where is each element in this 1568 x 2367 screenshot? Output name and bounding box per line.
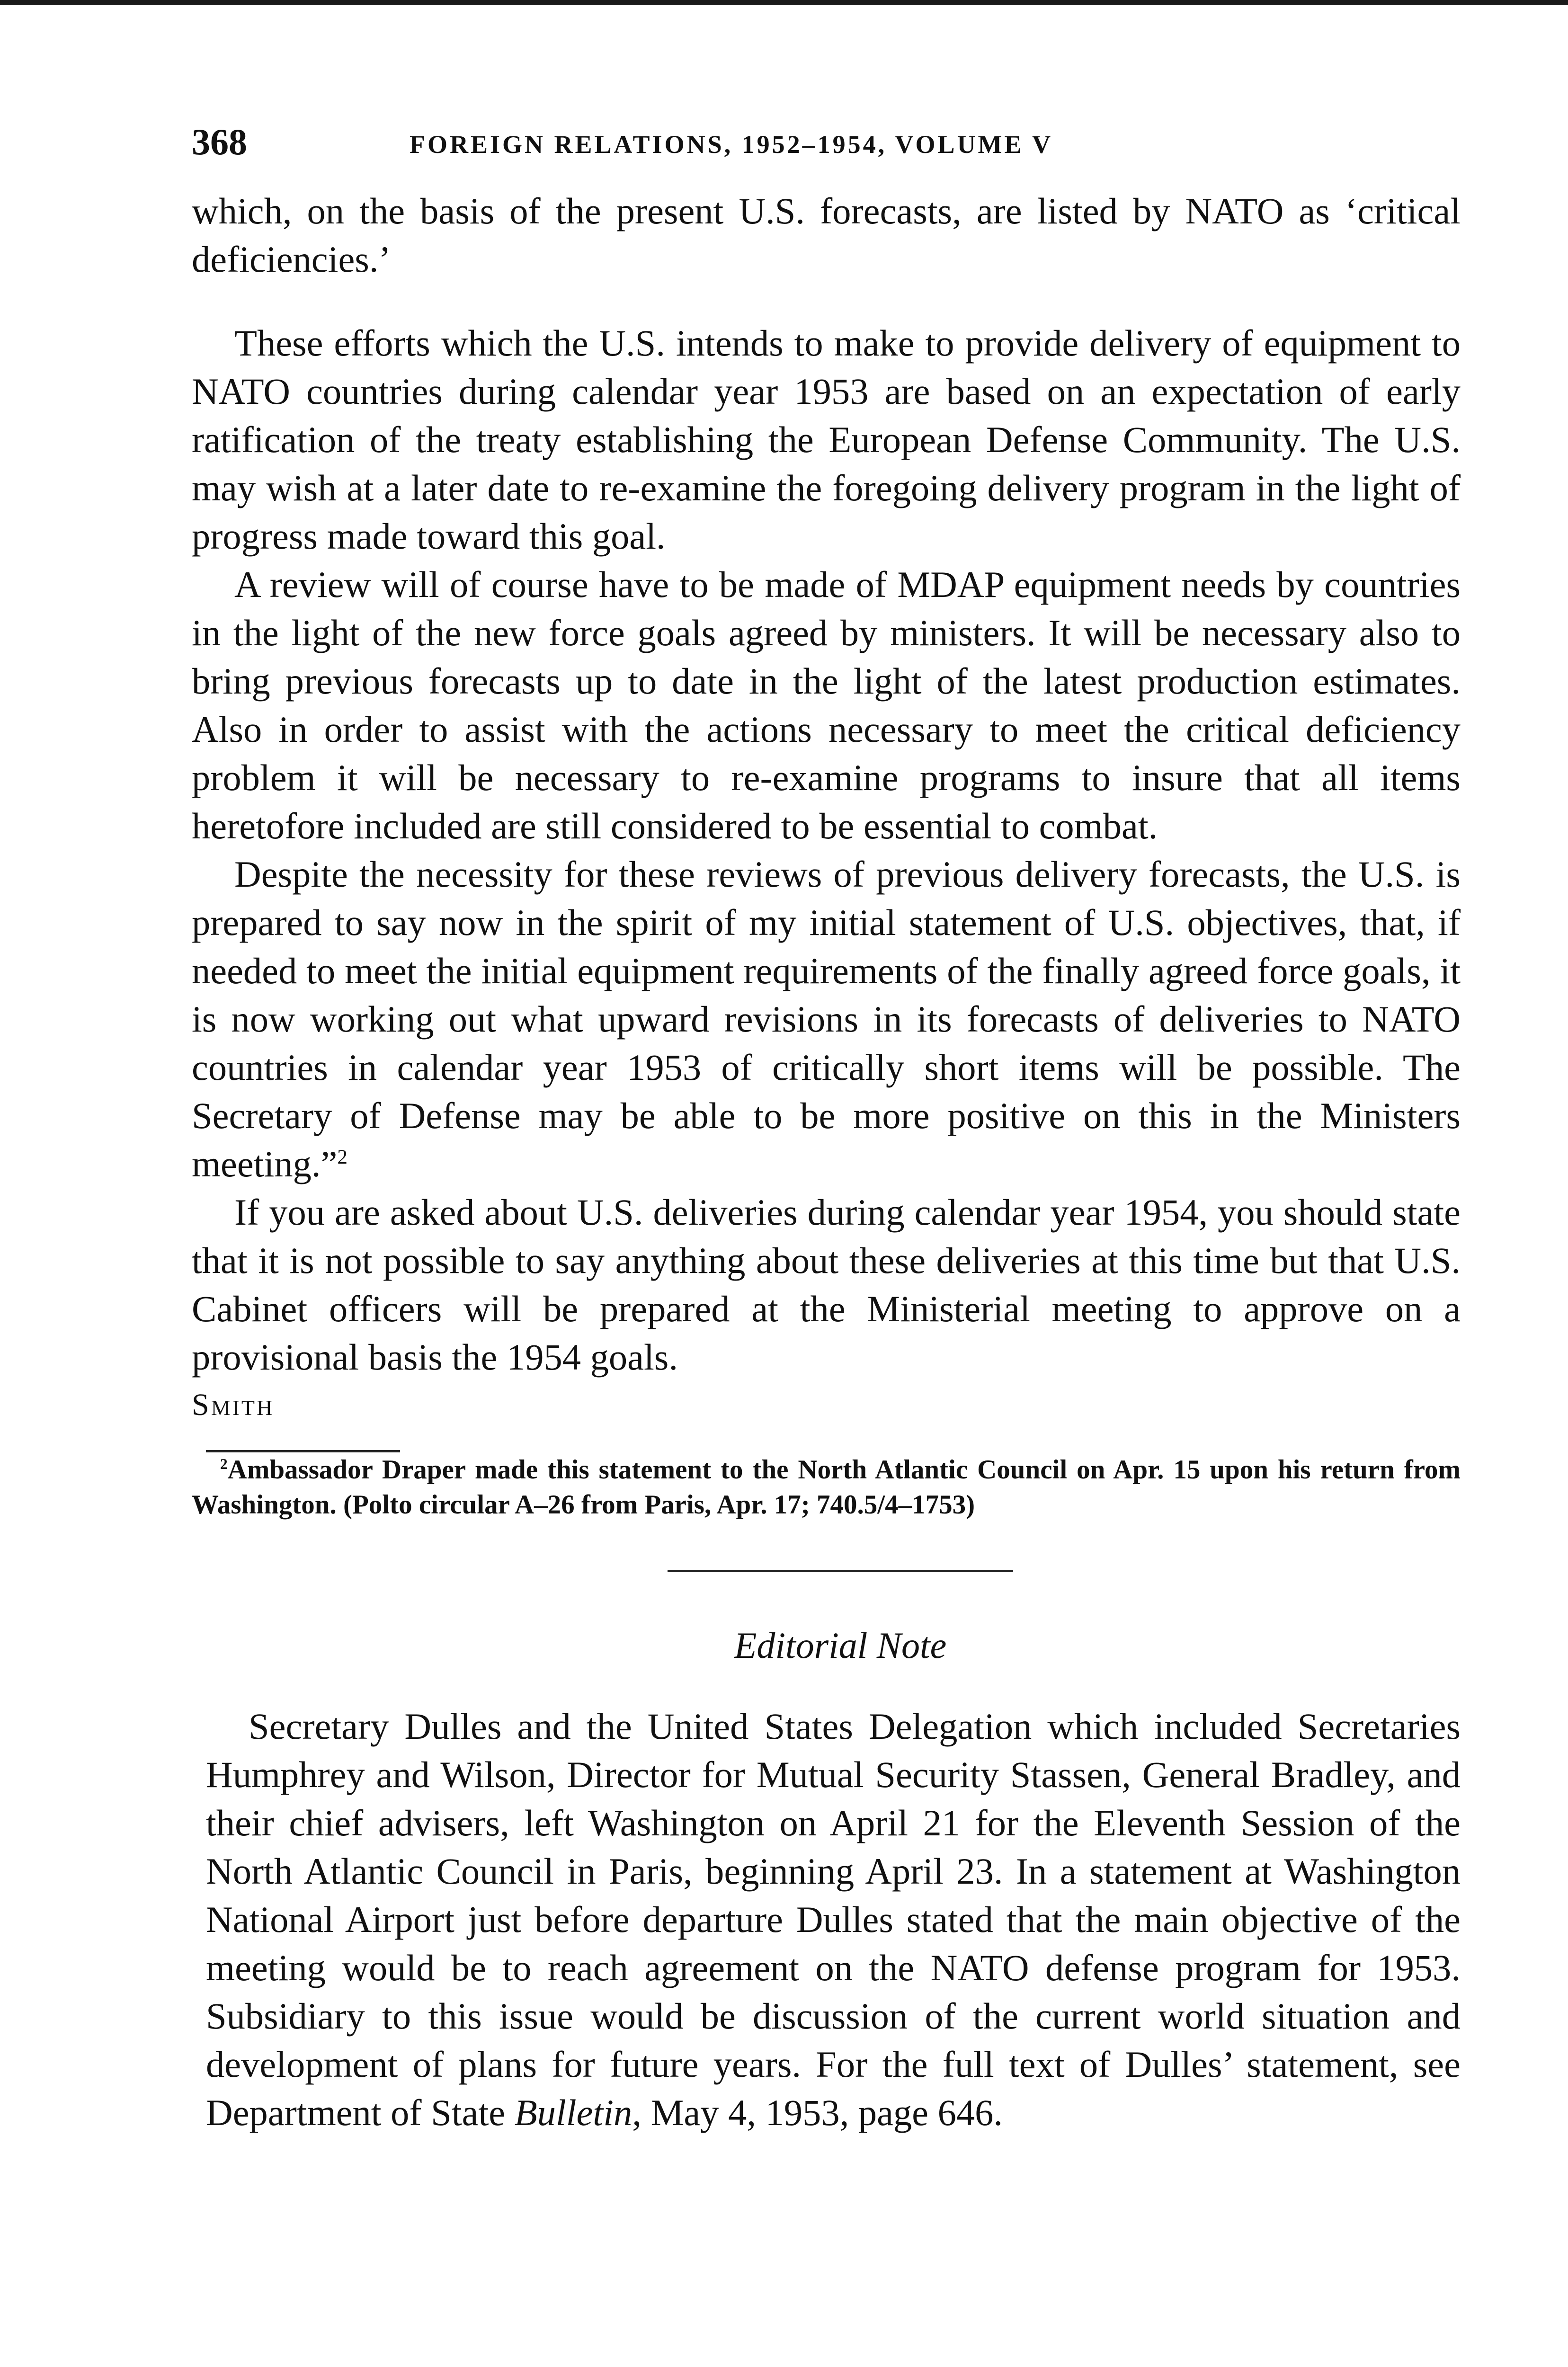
section-divider <box>668 1570 1013 1572</box>
paragraph-efforts: These efforts which the U.S. intends to make to provide delivery of equipment to NATO countries during calendar year 1953 are based on an expectation of early ratification of the treaty establishing the European Defense Community. The U.S. may wish at a later date to re-examine the foregoing delivery program in the light of progress made toward this goal. <box>192 322 1461 557</box>
footnote-text: Ambassador Draper made this statement to the North Atlantic Council on Apr. 15 upon his return from Washington. (Polto circular A–26 from Paris, Apr. 17; 740.5/4–1753) <box>192 1455 1461 1520</box>
editorial-note-citation: , May 4, 1953, page 646. <box>632 2092 1003 2133</box>
bulletin-title: Bulletin <box>514 2092 633 2133</box>
paragraph-despite-text: Despite the necessity for these reviews of previous delivery forecasts, the U.S. is prepared to say now in the spirit of my initial statement of U.S. objectives, that, if needed to meet the initial equipment requirements of the finally agreed force goals, it is now working out what upward revisions in its forecasts of deliveries to NATO countries in calendar year 1953 of critically short items will be possible. The Secretary of Defense may be able to be more positive on this in the Ministers meeting.” <box>192 854 1461 1184</box>
paragraph-deliveries-1954: If you are asked about U.S. deliveries during calendar year 1954, you should state that it is not possible to say anything about these deliveries at this time but that U.S. Cabinet officers will be prepared at the Ministerial meeting to approve on a provisional basis the 1954 goals. <box>192 1192 1461 1378</box>
paragraph-review: A review will of course have to be made of MDAP equipment needs by countries in the light of the new force goals agreed by ministers. It will be necessary also to bring previous forecasts up to date in the light of the latest production estimates. Also in order to assist with the actions necessary to meet the critical deficiency problem it will be necessary to re-examine programs to insure that all items heretofore included are still considered to be essential to combat. <box>192 564 1461 846</box>
page-header <box>192 121 1461 163</box>
paragraph-continued: which, on the basis of the present U.S. forecasts, are listed by NATO as ‘critical deficiencies.’ <box>192 190 1461 280</box>
running-title: FOREIGN RELATIONS, 1952–1954, VOLUME V <box>410 130 1053 159</box>
footnote-reference: 2 <box>337 1146 347 1168</box>
editorial-note-paragraph <box>192 1702 1461 2137</box>
signature: Smith <box>192 1388 275 1422</box>
footnote <box>192 1452 1461 1522</box>
document-body <box>192 187 1461 2137</box>
page-number: 368 <box>192 121 247 162</box>
editorial-note-text: Secretary Dulles and the United States Delegation which included Secretaries Humphrey and Wilson, Director for Mutual Security Stassen, General Bradley, and their chief advisers, left Washington on April 21 for the Eleventh Session of the North Atlantic Council in Paris, beginning April 23. In a statement at Washington National Airport just before departure Dulles stated that the main objective of the meeting would be to reach agreement on the NATO defense program for 1953. Subsidiary to this issue would be discussion of the current world situation and development of plans for future years. For the full text of Dulles’ statement, see Department of State <box>206 1706 1461 2133</box>
footnote-marker: 2 <box>220 1456 228 1472</box>
top-edge-rule <box>0 0 1568 5</box>
editorial-note-title: Editorial Note <box>734 1625 947 1666</box>
paragraph-despite <box>192 850 1461 1188</box>
